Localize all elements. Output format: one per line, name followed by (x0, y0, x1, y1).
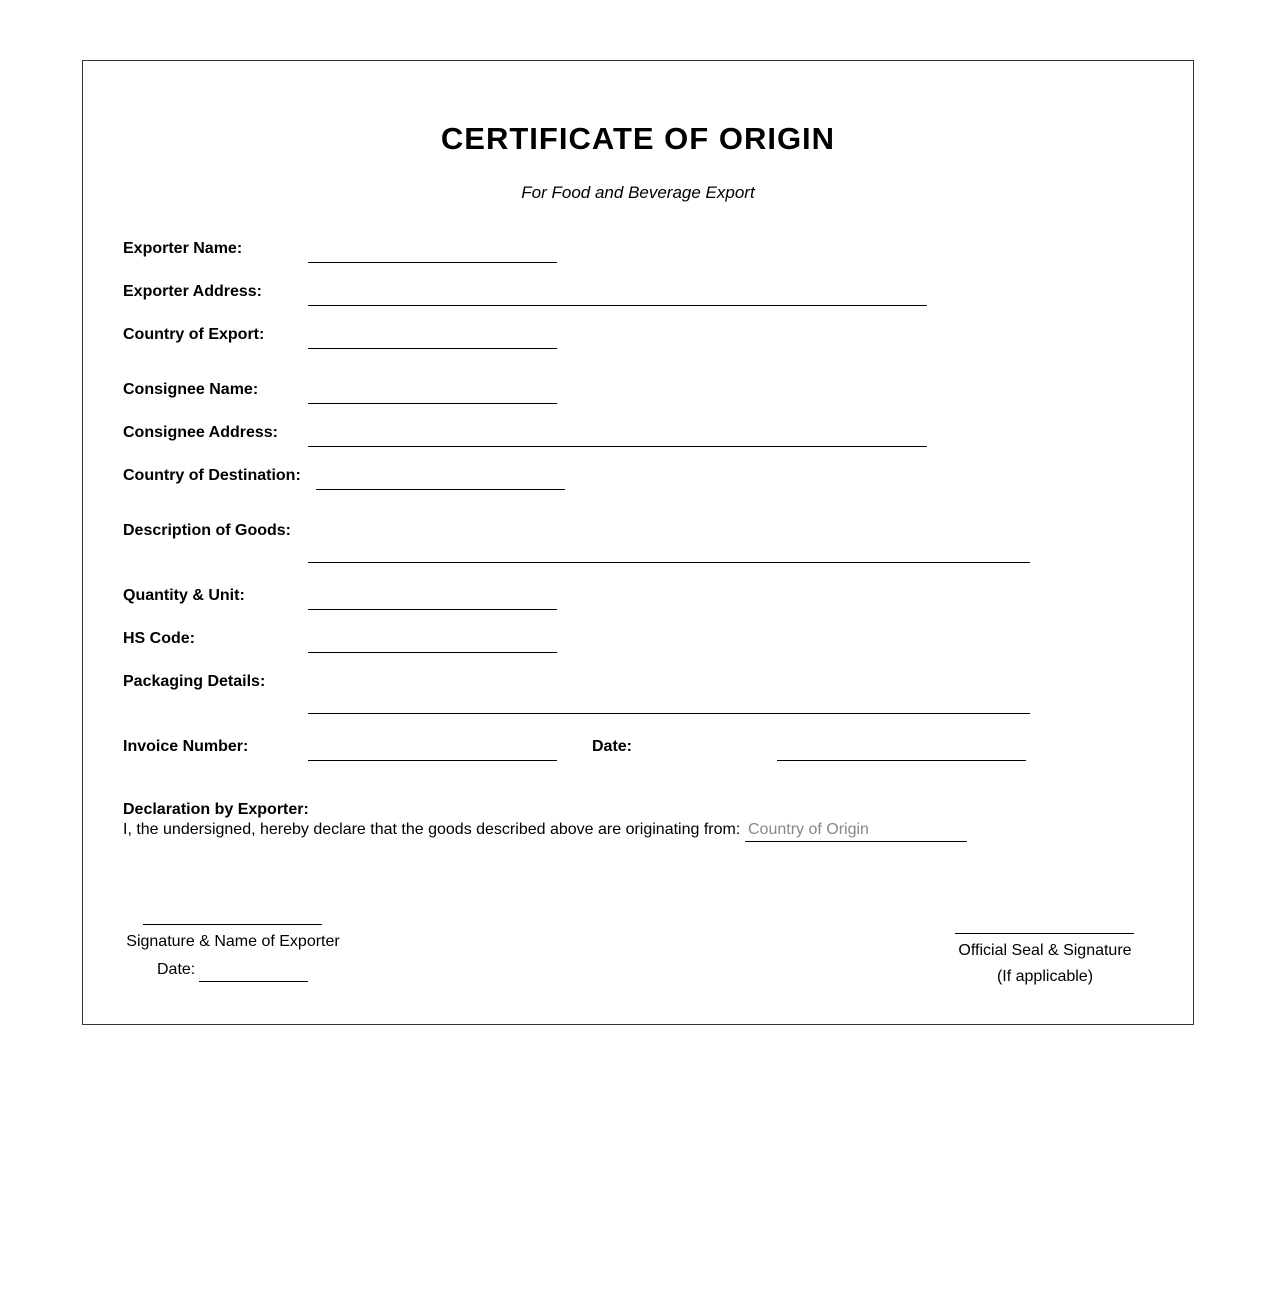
country-of-export-field[interactable] (308, 348, 557, 349)
document-title: CERTIFICATE OF ORIGIN (440, 121, 836, 156)
description-of-goods-field[interactable] (308, 562, 1030, 563)
official-seal-note: (If applicable) (996, 968, 1094, 985)
consignee-name-field[interactable] (308, 403, 557, 404)
date-label: Date: (592, 738, 633, 755)
hs-code-label: HS Code: (123, 630, 195, 647)
date-field[interactable] (777, 760, 1026, 761)
packaging-details-field[interactable] (308, 713, 1030, 714)
official-seal-label: Official Seal & Signature (958, 942, 1132, 959)
quantity-unit-label: Quantity & Unit: (123, 587, 245, 604)
consignee-address-field[interactable] (308, 446, 927, 447)
packaging-details-label: Packaging Details: (123, 673, 266, 690)
signature-date-field[interactable] (199, 981, 308, 982)
signature-date-label: Date: (157, 961, 196, 978)
country-of-destination-field[interactable] (316, 489, 565, 490)
document-subtitle: For Food and Beverage Export (521, 183, 755, 202)
exporter-name-label: Exporter Name: (123, 240, 243, 257)
country-of-destination-label: Country of Destination: (123, 467, 301, 484)
declaration-text: I, the undersigned, hereby declare that the goods described above are originating from: (123, 821, 741, 838)
invoice-number-label: Invoice Number: (123, 738, 249, 755)
certificate-document (82, 60, 1194, 1025)
quantity-unit-field[interactable] (308, 609, 557, 610)
invoice-number-field[interactable] (308, 760, 557, 761)
country-of-origin-input[interactable]: Country of Origin (745, 821, 967, 842)
hs-code-field[interactable] (308, 652, 557, 653)
description-of-goods-label: Description of Goods: (123, 522, 291, 539)
declaration-heading: Declaration by Exporter: (123, 801, 309, 818)
exporter-address-label: Exporter Address: (123, 283, 262, 300)
exporter-signature-line[interactable] (143, 924, 322, 925)
official-seal-line[interactable] (955, 933, 1134, 934)
exporter-name-field[interactable] (308, 262, 557, 263)
exporter-signature-label: Signature & Name of Exporter (126, 933, 340, 950)
exporter-address-field[interactable] (308, 305, 927, 306)
consignee-address-label: Consignee Address: (123, 424, 278, 441)
consignee-name-label: Consignee Name: (123, 381, 259, 398)
country-of-export-label: Country of Export: (123, 326, 265, 343)
